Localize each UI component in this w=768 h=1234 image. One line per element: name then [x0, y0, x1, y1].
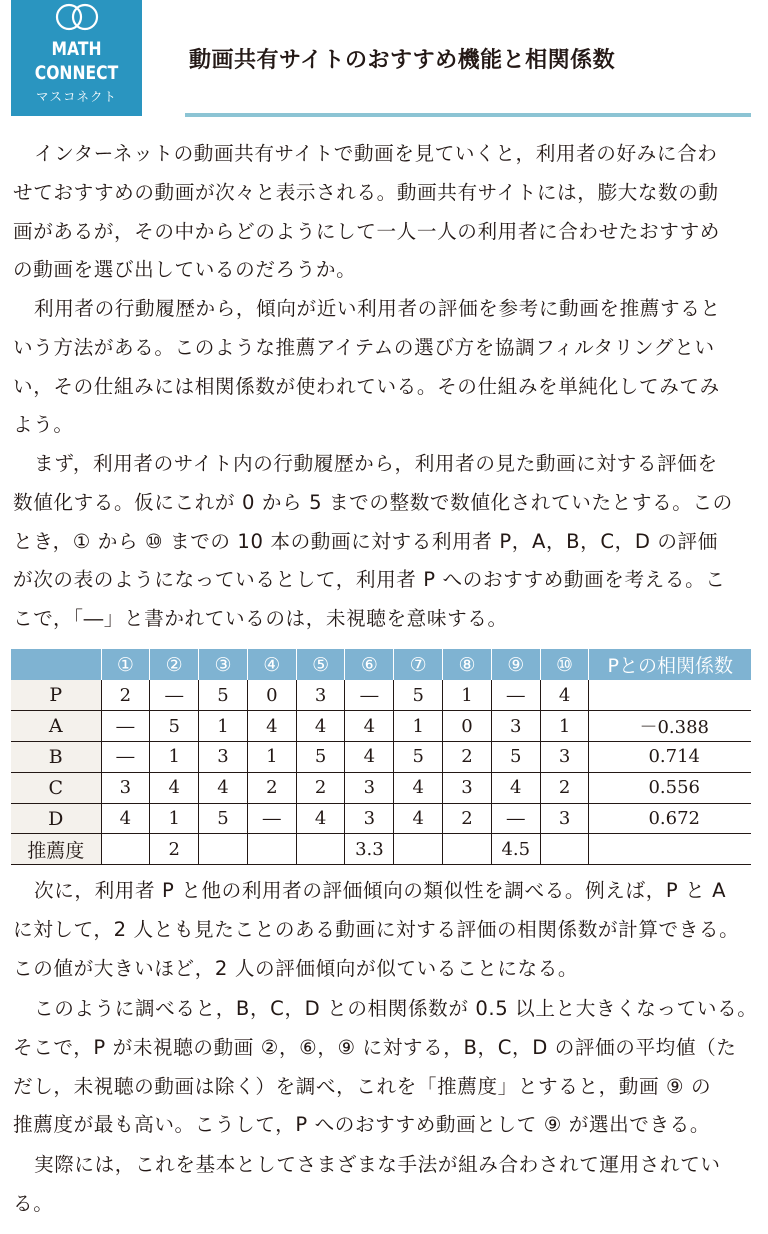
rating-cell: 1: [150, 742, 199, 773]
text-line: よう。: [13, 413, 74, 437]
paragraph-recommendation: [13, 990, 768, 1145]
paragraph-rating-setup: [13, 445, 768, 639]
text-line: このように調べると，B，C，D との相関係数が 0.5 以上と大きくなっている。: [34, 997, 758, 1020]
header-cell: ⑤: [296, 649, 345, 680]
rating-cell: 4: [345, 742, 394, 773]
header-cell: ②: [150, 649, 199, 680]
text-line: まず，利用者のサイト内の行動履歴から，利用者の見た動画に対する評価を: [34, 452, 718, 475]
text-line: が次の表のようになっているとして，利用者 P へのおすすめ動画を考える。こ: [13, 568, 726, 592]
rating-cell: 3: [345, 803, 394, 834]
text-line: そこで，P が未視聴の動画 ②，⑥，⑨ に対する，B，C，D の評価の平均値（た: [13, 1035, 737, 1059]
rating-cell: 4: [394, 772, 443, 803]
text-line: せておすすめの動画が次々と表示される。動画共有サイトには，膨大な数の動: [13, 180, 719, 204]
correlation-cell: 0.714: [589, 742, 751, 773]
text-line: 実際には，これを基本としてさまざまな手法が組み合わされて運用されてい: [34, 1153, 721, 1176]
rating-cell: 3: [345, 772, 394, 803]
header-cell: ⑩: [540, 649, 589, 680]
rating-cell: 1: [540, 711, 589, 742]
header-cell: ⑦: [394, 649, 443, 680]
rating-cell: 2: [540, 772, 589, 803]
recommendation-cell: [540, 834, 589, 865]
rating-cell: ―: [101, 711, 150, 742]
rating-cell: 3: [540, 803, 589, 834]
rating-cell: 3: [491, 711, 540, 742]
rating-cell: 1: [443, 680, 492, 711]
rating-cell: 4: [345, 711, 394, 742]
logo-subtitle: マスコネクト: [35, 89, 117, 104]
logo-text-math: MATH: [51, 38, 102, 60]
rating-cell: 0: [247, 680, 296, 711]
rating-cell: ―: [101, 742, 150, 773]
text-line: 次に，利用者 P と他の利用者の評価傾向の類似性を調べる。例えば，P と A: [34, 879, 727, 902]
rating-cell: 5: [394, 742, 443, 773]
page-title: 動画共有サイトのおすすめ機能と相関係数: [189, 48, 616, 73]
rating-cell: 5: [150, 711, 199, 742]
table-row-recommendation: [11, 834, 751, 865]
rating-cell: 3: [540, 742, 589, 773]
row-label: 推薦度: [11, 834, 101, 865]
rating-cell: 2: [247, 772, 296, 803]
header-cell: ①: [101, 649, 150, 680]
rating-cell: 3: [296, 680, 345, 711]
ratings-table: [11, 649, 751, 865]
row-label: B: [11, 742, 101, 773]
row-label: P: [11, 680, 101, 711]
rating-cell: 5: [296, 742, 345, 773]
correlation-cell: 0.556: [589, 772, 751, 803]
recommendation-cell: [247, 834, 296, 865]
text-line: 数値化する。仮にこれが 0 から 5 までの整数で数値化されていたとする。この: [13, 490, 733, 514]
header-cell: ⑥: [345, 649, 394, 680]
rating-cell: 3: [443, 772, 492, 803]
recommendation-cell: [394, 834, 443, 865]
rating-cell: ―: [491, 680, 540, 711]
correlation-cell: 0.672: [589, 803, 751, 834]
header-cell: [11, 649, 101, 680]
rating-cell: 1: [199, 711, 248, 742]
paragraph-conclusion: [13, 1146, 768, 1224]
correlation-cell: [589, 680, 751, 711]
rating-cell: 0: [443, 711, 492, 742]
logo-text-connect: CONNECT: [34, 62, 119, 84]
row-label: D: [11, 803, 101, 834]
rating-cell: 3: [101, 772, 150, 803]
interlocking-rings-icon: [52, 2, 102, 32]
rating-cell: 2: [296, 772, 345, 803]
rating-cell: 2: [443, 803, 492, 834]
recommendation-cell: 3.3: [345, 834, 394, 865]
text-line: に対して，2 人とも見たことのある動画に対する評価の相関係数が計算できる。: [13, 917, 740, 941]
row-label: C: [11, 772, 101, 803]
rating-cell: 5: [491, 742, 540, 773]
rating-cell: ―: [150, 680, 199, 711]
text-line: の動画を選び出しているのだろうか。: [13, 258, 357, 282]
paragraph-similarity: [13, 872, 768, 988]
header-cell-correlation: Pとの相関係数: [589, 649, 751, 680]
rating-cell: 2: [101, 680, 150, 711]
paragraph-intro: [13, 135, 768, 290]
text-line: インターネットの動画共有サイトで動画を見ていくと，利用者の好みに合わ: [34, 142, 718, 165]
text-line: この値が大きいほど，2 人の評価傾向が似ていることになる。: [13, 956, 579, 980]
table-row: [11, 772, 751, 803]
text-line: る。: [13, 1191, 54, 1215]
rating-cell: 4: [247, 711, 296, 742]
text-line: いう方法がある。このような推薦アイテムの選び方を協調フィルタリングとい: [13, 335, 715, 359]
text-line: とき，① から ⑩ までの 10 本の動画に対する利用者 P，A，B，C，D の評価: [13, 529, 718, 553]
recommendation-cell: [296, 834, 345, 865]
rating-cell: ―: [491, 803, 540, 834]
correlation-cell: －0.388: [589, 711, 751, 742]
rating-cell: 4: [491, 772, 540, 803]
rating-cell: 1: [394, 711, 443, 742]
recommendation-cell: [443, 834, 492, 865]
rating-cell: 4: [296, 711, 345, 742]
rating-cell: 4: [540, 680, 589, 711]
recommendation-cell: 2: [150, 834, 199, 865]
header-cell: ⑧: [443, 649, 492, 680]
rating-cell: ―: [345, 680, 394, 711]
table-header-row: [11, 649, 751, 680]
rating-cell: 4: [296, 803, 345, 834]
rating-cell: 1: [247, 742, 296, 773]
rating-cell: 4: [101, 803, 150, 834]
table-row: [11, 803, 751, 834]
text-line: 画があるが，その中からどのようにして一人一人の利用者に合わせたおすすめ: [13, 219, 720, 243]
rating-cell: 5: [394, 680, 443, 711]
rating-cell: 2: [443, 742, 492, 773]
rating-cell: 5: [199, 680, 248, 711]
rating-cell: ―: [247, 803, 296, 834]
rating-cell: 4: [394, 803, 443, 834]
table-row: [11, 742, 751, 773]
correlation-cell: [589, 834, 751, 865]
text-line: だし，未視聴の動画は除く）を調べ，これを「推薦度」とすると，動画 ⑨ の: [13, 1074, 712, 1098]
rating-cell: 1: [150, 803, 199, 834]
math-connect-logo: [11, 0, 142, 116]
header-cell: ⑨: [491, 649, 540, 680]
recommendation-cell: [199, 834, 248, 865]
recommendation-cell: 4.5: [491, 834, 540, 865]
text-line: 利用者の行動履歴から，傾向が近い利用者の評価を参考に動画を推薦すると: [34, 297, 721, 320]
rating-cell: 4: [199, 772, 248, 803]
rating-cell: 3: [199, 742, 248, 773]
table-row: [11, 680, 751, 711]
title-underline: [185, 113, 751, 117]
recommendation-cell: [101, 834, 150, 865]
rating-cell: 4: [150, 772, 199, 803]
header-cell: ④: [247, 649, 296, 680]
text-line: 推薦度が最も高い。こうして，P へのおすすめ動画として ⑨ が選出できる。: [13, 1113, 711, 1137]
row-label: A: [11, 711, 101, 742]
table-row: [11, 711, 751, 742]
header-cell: ③: [199, 649, 248, 680]
text-line: い，その仕組みには相関係数が使われている。その仕組みを単純化してみてみ: [13, 374, 720, 398]
paragraph-collaborative-filtering: [13, 290, 768, 445]
text-line: こで，「―」と書かれているのは，未視聴を意味する。: [13, 607, 508, 631]
rating-cell: 5: [199, 803, 248, 834]
